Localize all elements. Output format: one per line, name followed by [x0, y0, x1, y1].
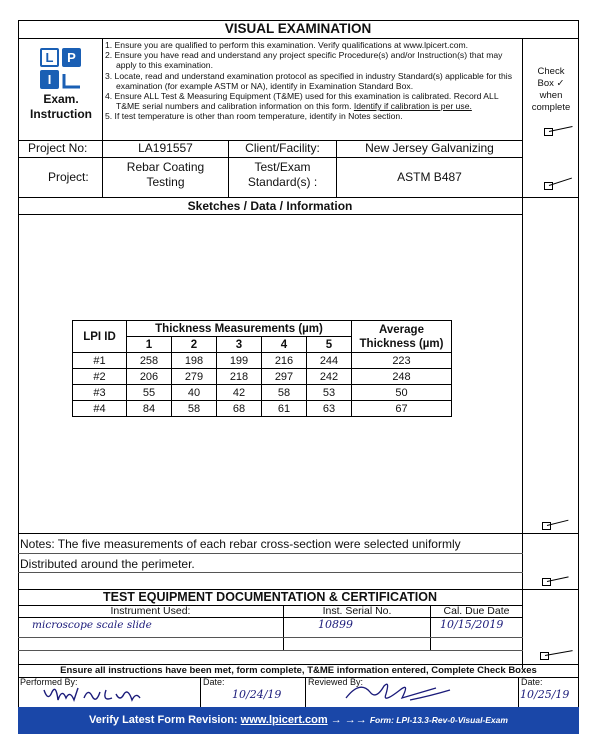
performed-date-value: 10/24/19 — [232, 688, 282, 701]
footer-arrows: → →→ — [330, 714, 367, 726]
instruction-1: 1. Ensure you are qualified to perform this examination. Verify qualifications at www.lpicert.com. — [105, 40, 469, 50]
standard-label: Test/Exam Standard(s) : — [247, 160, 318, 189]
cal-due-value: 10/15/2019 — [440, 618, 504, 631]
instruction-3: 3. Locate, read and understand examination protocol as specified in industry Standard(s) applicable for this examination (for example ASTM or NA), identify in Examination Standard Box. — [105, 70, 513, 91]
lpi-id-header: LPI ID — [73, 321, 127, 353]
equipment-title: TEST EQUIPMENT DOCUMENTATION & CERTIFICATION — [102, 590, 437, 604]
cal-due-label: Cal. Due Date — [443, 605, 510, 617]
client-value: New Jersey Galvanizing — [365, 141, 494, 155]
frame-right — [578, 20, 579, 707]
table-row: #4 84 58 68 61 63 67 — [73, 401, 452, 417]
lpi-logo: L P I — [40, 48, 84, 92]
performed-date-label: Date: — [203, 677, 225, 687]
average-header: Average Thickness (µm) — [352, 321, 452, 353]
check-box-label: Check Box ✓ when complete — [531, 66, 571, 113]
reviewed-date-value: 10/25/19 — [520, 688, 570, 701]
table-row: #2 206 279 218 297 242 248 — [73, 369, 452, 385]
table-row: #3 55 40 42 58 53 50 — [73, 385, 452, 401]
reviewed-by-signature — [340, 678, 460, 706]
measurements-header: Thickness Measurements (µm) — [127, 321, 352, 337]
reviewed-by-label: Reviewed By: — [308, 677, 364, 687]
sketches-title: Sketches / Data / Information — [187, 199, 353, 213]
notes-section — [20, 534, 520, 574]
footer-verify-text: Verify Latest Form Revision: — [89, 714, 238, 726]
serial-value: 10899 — [318, 618, 353, 631]
instrument-label: Instrument Used: — [110, 605, 191, 617]
project-no-label: Project No: — [28, 141, 88, 155]
notes-line-1: Notes: The five measurements of each rebar cross-section were selected uniformly — [20, 537, 461, 551]
instrument-value: microscope scale slide — [32, 619, 152, 631]
instruction-4: 4. Ensure ALL Test & Measuring Equipment (T&ME) used for this examination is calibrated. Record ALL T&ME serial numbers and calibration information on this form. Identify if calibration is per use. — [105, 91, 499, 112]
notes-line-2: Distributed around the perimeter. — [20, 557, 195, 571]
footer-url-link[interactable]: www.lpicert.com — [240, 714, 328, 726]
exam-instruction-label: Exam. Instruction — [30, 92, 92, 121]
logo-corner-icon — [62, 72, 82, 89]
standard-value: ASTM B487 — [397, 170, 462, 184]
performed-by-signature — [40, 682, 160, 706]
serial-label: Inst. Serial No. — [322, 605, 392, 617]
ensure-statement: Ensure all instructions have been met, form complete, T&ME information entered, Complete Check Boxes — [60, 665, 537, 676]
instruction-2: 2. Ensure you have read and understand any project specific Procedure(s) and/or Instruction(s) that may apply to this examination. — [105, 50, 503, 71]
project-value: Rebar Coating Testing — [126, 160, 205, 189]
table-row: #1 258 198 199 216 244 223 — [73, 353, 452, 369]
form-title: VISUAL EXAMINATION — [224, 21, 372, 36]
instructions-list — [105, 40, 521, 122]
client-label: Client/Facility: — [245, 141, 320, 155]
project-no-value: LA191557 — [138, 141, 193, 155]
performed-by-label: Performed By: — [20, 677, 78, 687]
project-label: Project: — [48, 170, 89, 184]
instruction-5: 5. If test temperature is other than room temperature, identify in Notes section. — [105, 111, 403, 122]
thickness-table: LPI ID Thickness Measurements (µm) Average Thickness (µm) 1 2 3 4 5 #1 258 198 199 216 244 223 #2 206 279 218 297 242 248 #3 55 40 42 58 53 50 #4 84 58 68 61 63 67 — [72, 320, 452, 417]
footer-form-id: Form: LPI-13.3-Rev-0-Visual-Exam — [369, 715, 508, 725]
footer-bar — [18, 707, 579, 734]
reviewed-date-label: Date: — [521, 677, 543, 687]
